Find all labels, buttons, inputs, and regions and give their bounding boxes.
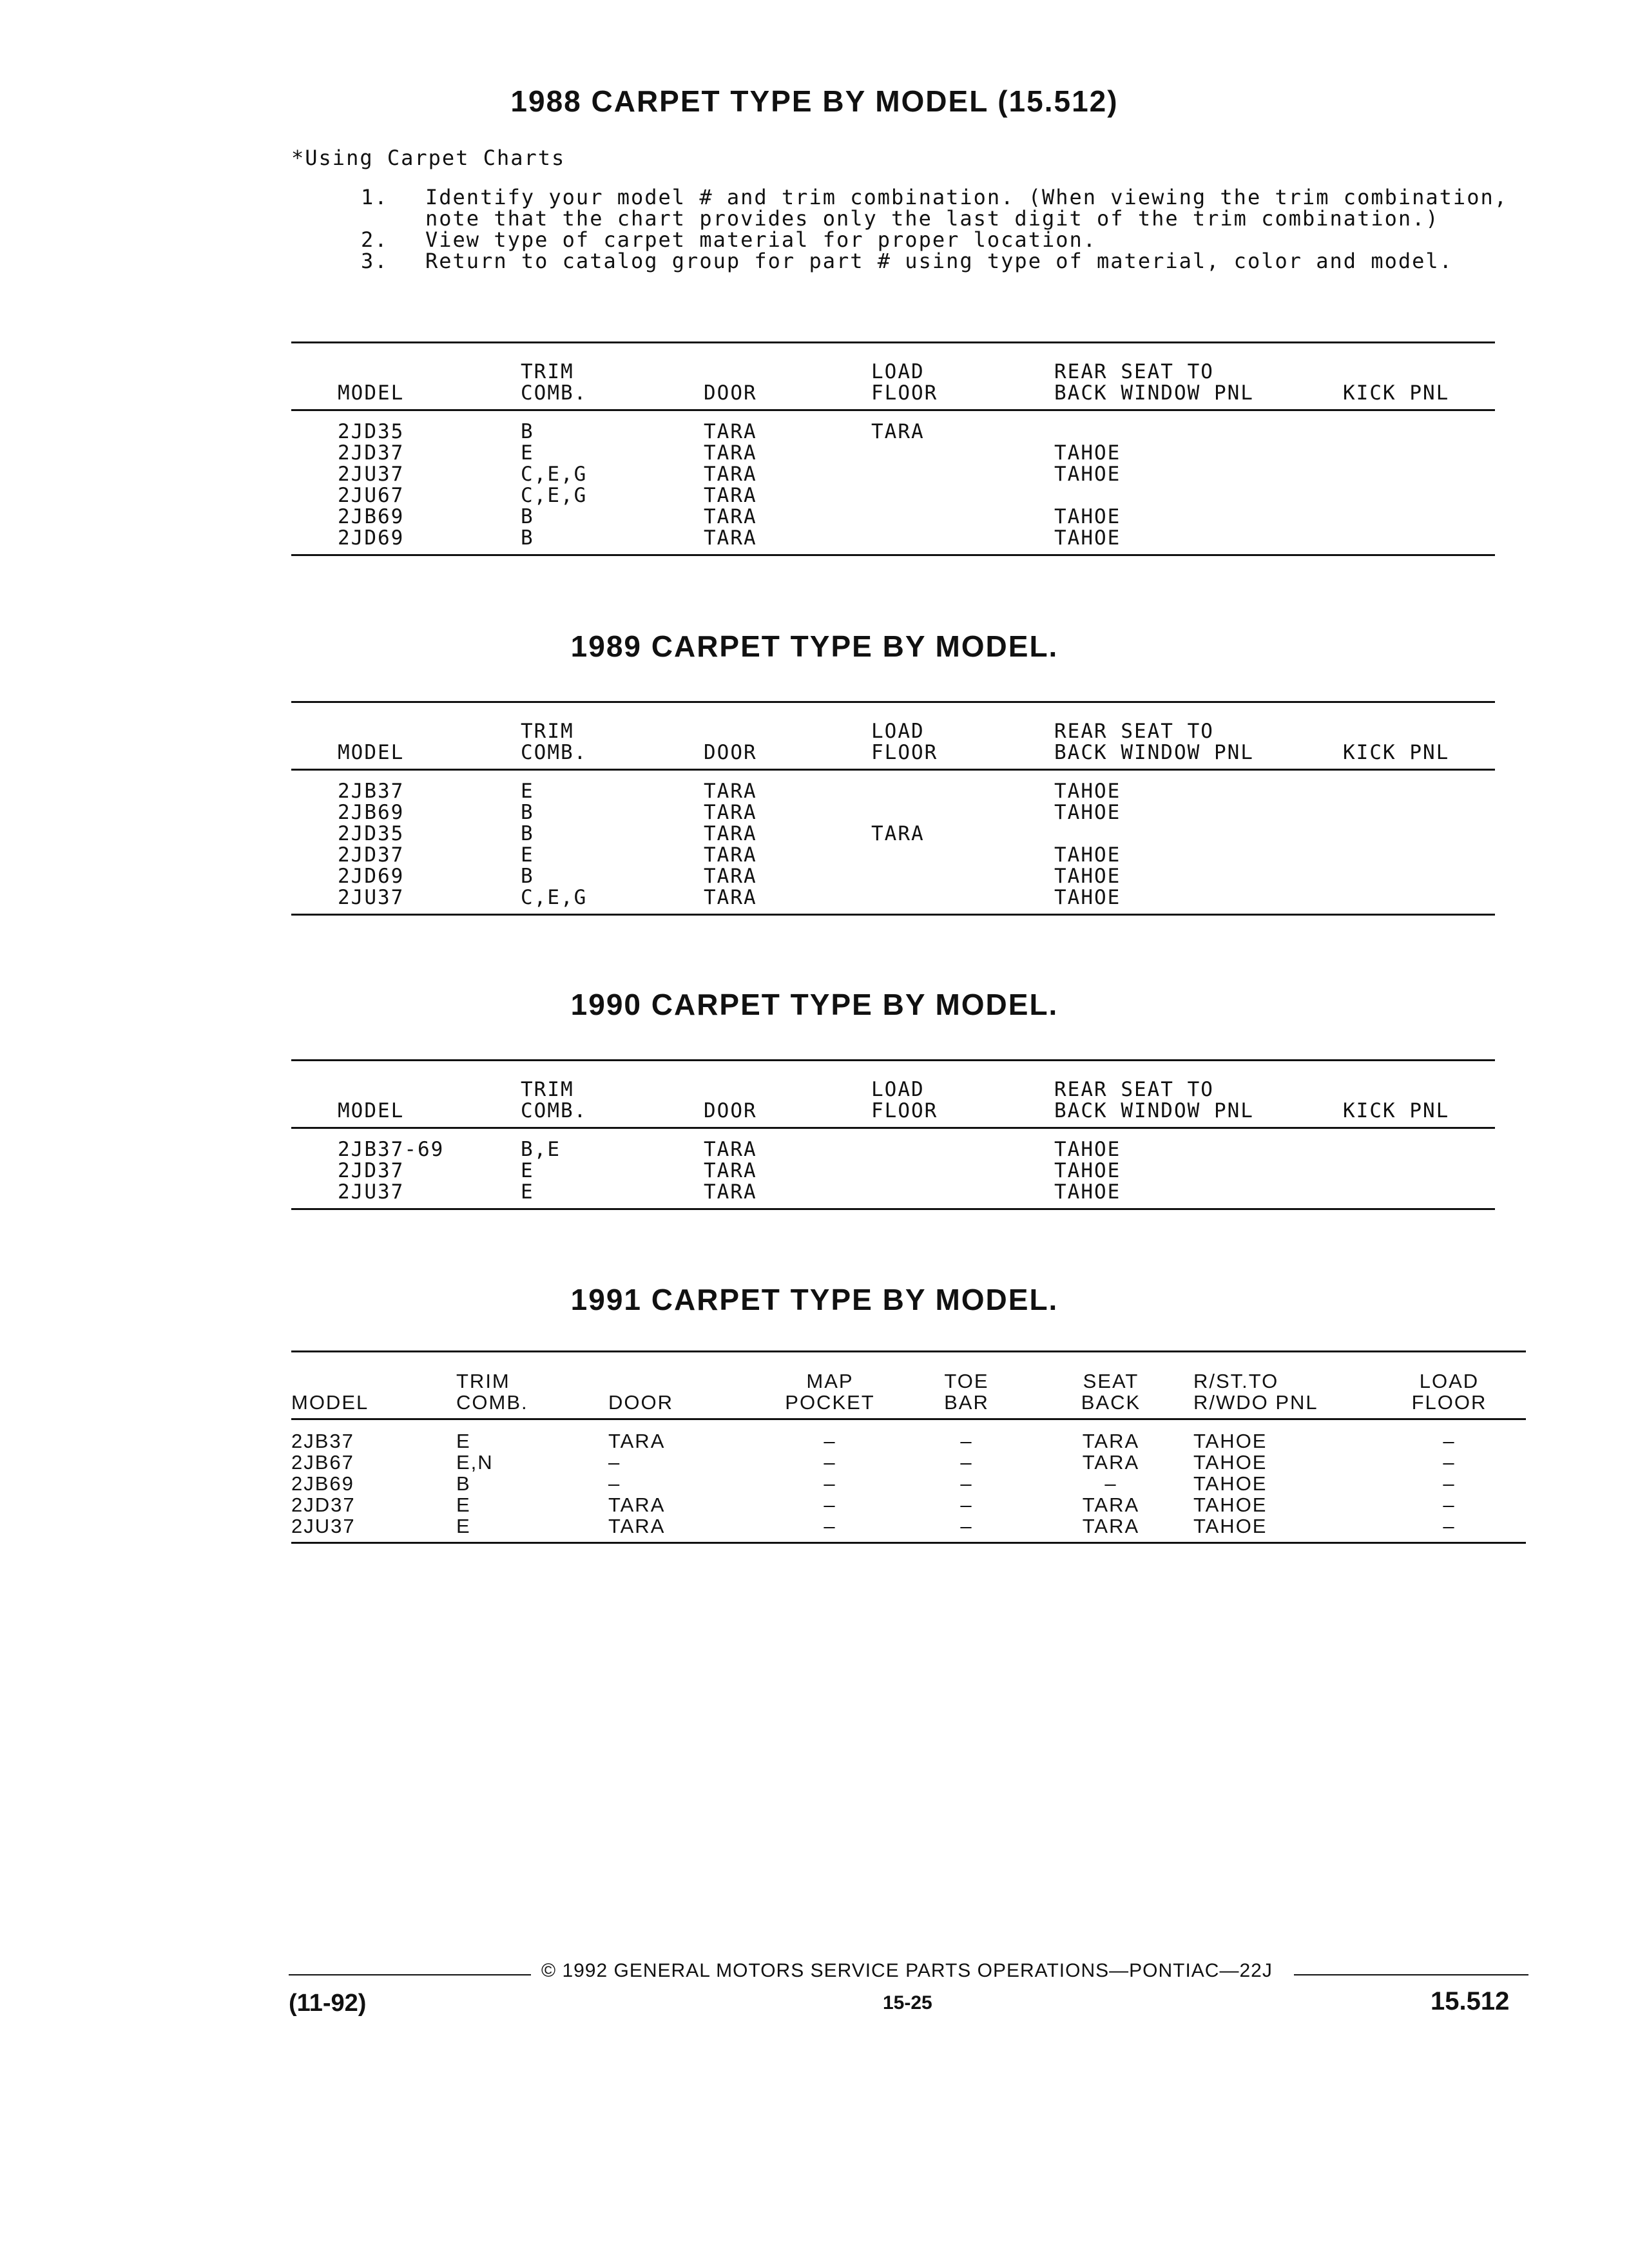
col-seat-back: SEAT BACK <box>1028 1352 1193 1419</box>
cell-map-pocket: – <box>824 1451 836 1474</box>
cell-trim: E <box>456 1494 471 1516</box>
cell-load-floor <box>871 443 1054 464</box>
col-load-floor: LOAD FLOOR <box>871 1061 1054 1128</box>
cell-door: TARA <box>704 780 757 803</box>
step-item <box>361 251 1534 272</box>
cell-rear-seat: TAHOE <box>1054 887 1343 915</box>
table-row <box>291 887 1495 915</box>
cell-door: TARA <box>704 1159 757 1182</box>
col-trim: TRIM COMB. <box>521 343 704 410</box>
cell-rear-seat <box>1054 410 1343 443</box>
cell-door: – <box>608 1451 621 1474</box>
col-map-pocket: MAP POCKET <box>755 1352 905 1419</box>
table-row <box>291 1419 1526 1452</box>
col-trim: TRIM COMB. <box>456 1352 608 1419</box>
cell-model: 2JD37 <box>291 1494 356 1516</box>
cell-load-floor: – <box>1443 1430 1456 1452</box>
table-header <box>291 1061 1495 1128</box>
cell-kick-pnl <box>1343 845 1495 866</box>
col-kick-pnl: KICK PNL <box>1343 1061 1495 1128</box>
cell-kick-pnl <box>1343 770 1495 803</box>
cell-door: TARA <box>704 887 871 915</box>
cell-seat-back: TARA <box>1082 1430 1140 1452</box>
title-1989: 1989 CARPET TYPE BY MODEL. <box>570 629 1059 663</box>
title-1990: 1990 CARPET TYPE BY MODEL. <box>570 988 1059 1021</box>
cell-kick-pnl <box>1343 464 1495 485</box>
col-rear-seat: REAR SEAT TO BACK WINDOW PNL <box>1054 702 1343 770</box>
cell-door: TARA <box>704 505 757 528</box>
table-1988 <box>291 341 1495 556</box>
cell-model: 2JU37 <box>291 887 521 915</box>
cell-model: 2JB67 <box>291 1451 354 1474</box>
table-row <box>291 528 1495 555</box>
cell-trim: E <box>521 1159 534 1182</box>
cell-load-floor: – <box>1373 1515 1526 1543</box>
cell-door: TARA <box>704 822 757 845</box>
cell-kick-pnl <box>1343 823 1495 845</box>
cell-rear-seat: TAHOE <box>1054 505 1121 528</box>
cell-door: – <box>608 1472 621 1495</box>
cell-rear-seat: TAHOE <box>1054 463 1121 486</box>
cell-model: 2JB37 <box>338 780 405 803</box>
step-text: View type of carpet material for proper location. <box>425 227 1097 252</box>
cell-load-floor <box>871 1160 1054 1182</box>
footer-date: (11-92) <box>289 1990 367 2017</box>
cell-kick-pnl <box>1343 866 1495 887</box>
table-row <box>291 770 1495 803</box>
cell-door: TARA <box>704 801 757 824</box>
cell-kick-pnl <box>1343 443 1495 464</box>
col-model: MODEL <box>291 1061 521 1128</box>
cell-model: 2JU37 <box>291 1515 456 1543</box>
cell-trim: E,N <box>456 1451 494 1474</box>
cell-rear-seat: TAHOE <box>1054 1138 1121 1161</box>
step-text: Identify your model # and trim combination. (When viewing the trim combination, note that the chart provides only the last digit of the trim combination.) <box>425 185 1508 231</box>
col-door: DOOR <box>704 343 871 410</box>
cell-door: TARA <box>608 1430 666 1452</box>
cell-toe-bar: – <box>905 1515 1028 1543</box>
table-row <box>291 410 1495 443</box>
cell-kick-pnl <box>1343 1160 1495 1182</box>
table-row <box>291 464 1495 485</box>
table-row <box>291 823 1495 845</box>
col-kick-pnl: KICK PNL <box>1343 343 1495 410</box>
cell-rear-seat: TAHOE <box>1054 801 1121 824</box>
table-row <box>291 802 1495 823</box>
table-header <box>291 702 1495 770</box>
cell-trim: B <box>521 822 534 845</box>
table-row <box>291 443 1495 464</box>
cell-model: 2JB69 <box>291 1472 354 1495</box>
cell-load-floor <box>871 770 1054 803</box>
step-item <box>361 187 1534 229</box>
cell-toe-bar: – <box>960 1430 973 1452</box>
footer-section-number: 15.512 <box>1431 1987 1510 2015</box>
cell-rear-seat <box>1054 823 1343 845</box>
cell-seat-back: – <box>1104 1472 1117 1495</box>
cell-door: TARA <box>704 1182 871 1209</box>
cell-trim: B <box>456 1472 471 1495</box>
instruction-steps <box>361 187 1534 272</box>
cell-kick-pnl <box>1343 802 1495 823</box>
cell-model: 2JU67 <box>338 484 405 507</box>
cell-load-floor <box>871 506 1054 528</box>
cell-model: 2JB69 <box>338 801 405 824</box>
cell-toe-bar: – <box>960 1451 973 1474</box>
cell-load-floor <box>871 528 1054 555</box>
cell-rear-seat: TAHOE <box>1054 528 1343 555</box>
cell-door: TARA <box>608 1515 755 1543</box>
cell-trim: B <box>521 528 704 555</box>
cell-rst-to-rwdo-pnl: TAHOE <box>1193 1494 1268 1516</box>
cell-kick-pnl <box>1343 1128 1495 1161</box>
cell-trim: C,E,G <box>521 887 704 915</box>
cell-load-floor <box>871 485 1054 506</box>
col-model: MODEL <box>291 1352 456 1419</box>
cell-door: TARA <box>704 843 757 867</box>
table-row <box>291 1494 1526 1515</box>
cell-door: TARA <box>704 441 757 465</box>
cell-door: TARA <box>704 865 757 888</box>
cell-trim: E <box>521 1182 704 1209</box>
cell-rst-to-rwdo-pnl: TAHOE <box>1193 1430 1268 1452</box>
col-kick-pnl: KICK PNL <box>1343 702 1495 770</box>
cell-rear-seat: TAHOE <box>1054 441 1121 465</box>
cell-load-floor: – <box>1443 1451 1456 1474</box>
table-row <box>291 1160 1495 1182</box>
table-row <box>291 1452 1526 1473</box>
cell-trim: C,E,G <box>521 463 588 486</box>
cell-model: 2JU37 <box>291 1182 521 1209</box>
cell-trim: B <box>521 505 534 528</box>
table-row <box>291 1473 1526 1494</box>
step-item <box>361 229 1534 251</box>
cell-rst-to-rwdo-pnl: TAHOE <box>1193 1515 1373 1543</box>
cell-model: 2JB37 <box>291 1430 354 1452</box>
cell-kick-pnl <box>1343 506 1495 528</box>
cell-load-floor <box>871 802 1054 823</box>
cell-model: 2JB69 <box>338 505 405 528</box>
cell-rear-seat <box>1054 485 1343 506</box>
cell-model: 2JD37 <box>338 441 405 465</box>
cell-kick-pnl <box>1343 485 1495 506</box>
col-door: DOOR <box>608 1352 755 1419</box>
cell-door: TARA <box>704 1138 757 1161</box>
table-row <box>291 506 1495 528</box>
cell-load-floor <box>871 1182 1054 1209</box>
col-trim: TRIM COMB. <box>521 702 704 770</box>
cell-seat-back: TARA <box>1028 1515 1193 1543</box>
cell-rear-seat: TAHOE <box>1054 1182 1343 1209</box>
footer-copyright: © 1992 GENERAL MOTORS SERVICE PARTS OPERATIONS—PONTIAC—22J <box>541 1960 1273 1981</box>
table-row <box>291 1182 1495 1209</box>
cell-rear-seat: TAHOE <box>1054 843 1121 867</box>
cell-trim: E <box>456 1430 471 1452</box>
col-load-floor: LOAD FLOOR <box>1373 1352 1526 1419</box>
step-number: 2. <box>361 227 389 252</box>
cell-model: 2JD69 <box>338 865 405 888</box>
cell-seat-back: TARA <box>1082 1451 1140 1474</box>
cell-kick-pnl <box>1343 1182 1495 1209</box>
table-header <box>291 343 1495 410</box>
cell-load-floor: – <box>1443 1494 1456 1516</box>
cell-load-floor: – <box>1443 1472 1456 1495</box>
table-row <box>291 1128 1495 1161</box>
cell-kick-pnl <box>1343 528 1495 555</box>
cell-trim: E <box>521 441 534 465</box>
cell-model: 2JU37 <box>338 463 405 486</box>
cell-model: 2JB37-69 <box>338 1138 445 1161</box>
cell-load-floor <box>871 845 1054 866</box>
title-1988: 1988 CARPET TYPE BY MODEL (15.512) <box>510 84 1119 118</box>
col-toe-bar: TOE BAR <box>905 1352 1028 1419</box>
col-rst-to-rwdo-pnl: R/ST.TO R/WDO PNL <box>1193 1352 1373 1419</box>
cell-rear-seat: TAHOE <box>1054 780 1121 803</box>
cell-load-floor: TARA <box>871 420 925 443</box>
cell-trim: B,E <box>521 1138 561 1161</box>
cell-trim: B <box>521 420 534 443</box>
table-row <box>291 1515 1526 1543</box>
col-load-floor: LOAD FLOOR <box>871 702 1054 770</box>
cell-load-floor <box>871 1128 1054 1161</box>
cell-door: TARA <box>704 484 757 507</box>
table-1991 <box>291 1350 1526 1544</box>
col-door: DOOR <box>704 1061 871 1128</box>
col-rear-seat: REAR SEAT TO BACK WINDOW PNL <box>1054 343 1343 410</box>
col-load-floor: LOAD FLOOR <box>871 343 1054 410</box>
cell-trim: E <box>521 843 534 867</box>
cell-map-pocket: – <box>824 1430 836 1452</box>
step-number: 3. <box>361 249 389 273</box>
cell-trim: C,E,G <box>521 484 588 507</box>
cell-door: TARA <box>704 463 757 486</box>
cell-kick-pnl <box>1343 410 1495 443</box>
step-text: Return to catalog group for part # using type of material, color and model. <box>425 249 1453 273</box>
cell-model: 2JD37 <box>338 843 405 867</box>
title-1991: 1991 CARPET TYPE BY MODEL. <box>570 1283 1059 1316</box>
cell-rear-seat: TAHOE <box>1054 865 1121 888</box>
cell-model: 2JD37 <box>338 1159 405 1182</box>
cell-model: 2JD35 <box>338 420 405 443</box>
table-row <box>291 845 1495 866</box>
cell-kick-pnl <box>1343 887 1495 915</box>
table-1989 <box>291 701 1495 916</box>
table-1990 <box>291 1059 1495 1210</box>
cell-rst-to-rwdo-pnl: TAHOE <box>1193 1472 1268 1495</box>
cell-load-floor <box>871 887 1054 915</box>
col-door: DOOR <box>704 702 871 770</box>
footer-page-number: 15-25 <box>883 1992 932 2013</box>
cell-trim: E <box>521 780 534 803</box>
cell-model: 2JD69 <box>291 528 521 555</box>
cell-door: TARA <box>608 1494 666 1516</box>
cell-load-floor: TARA <box>871 822 925 845</box>
table-header <box>291 1352 1526 1419</box>
cell-model: 2JD35 <box>338 822 405 845</box>
cell-rear-seat: TAHOE <box>1054 1159 1121 1182</box>
step-number: 1. <box>361 185 389 209</box>
cell-load-floor <box>871 866 1054 887</box>
col-rear-seat: REAR SEAT TO BACK WINDOW PNL <box>1054 1061 1343 1128</box>
cell-toe-bar: – <box>960 1494 973 1516</box>
table-row <box>291 866 1495 887</box>
table-row <box>291 485 1495 506</box>
cell-rst-to-rwdo-pnl: TAHOE <box>1193 1451 1268 1474</box>
cell-trim: B <box>521 801 534 824</box>
footer-rule-right <box>1294 1974 1528 1975</box>
cell-door: TARA <box>704 420 757 443</box>
cell-load-floor <box>871 464 1054 485</box>
col-trim: TRIM COMB. <box>521 1061 704 1128</box>
cell-seat-back: TARA <box>1082 1494 1140 1516</box>
cell-map-pocket: – <box>824 1494 836 1516</box>
cell-map-pocket: – <box>824 1472 836 1495</box>
col-model: MODEL <box>291 343 521 410</box>
cell-door: TARA <box>704 528 871 555</box>
cell-trim: E <box>456 1515 608 1543</box>
col-model: MODEL <box>291 702 521 770</box>
cell-map-pocket: – <box>755 1515 905 1543</box>
footer-rule-left <box>289 1974 531 1975</box>
cell-trim: B <box>521 865 534 888</box>
cell-toe-bar: – <box>960 1472 973 1495</box>
intro-text: *Using Carpet Charts <box>291 146 566 170</box>
